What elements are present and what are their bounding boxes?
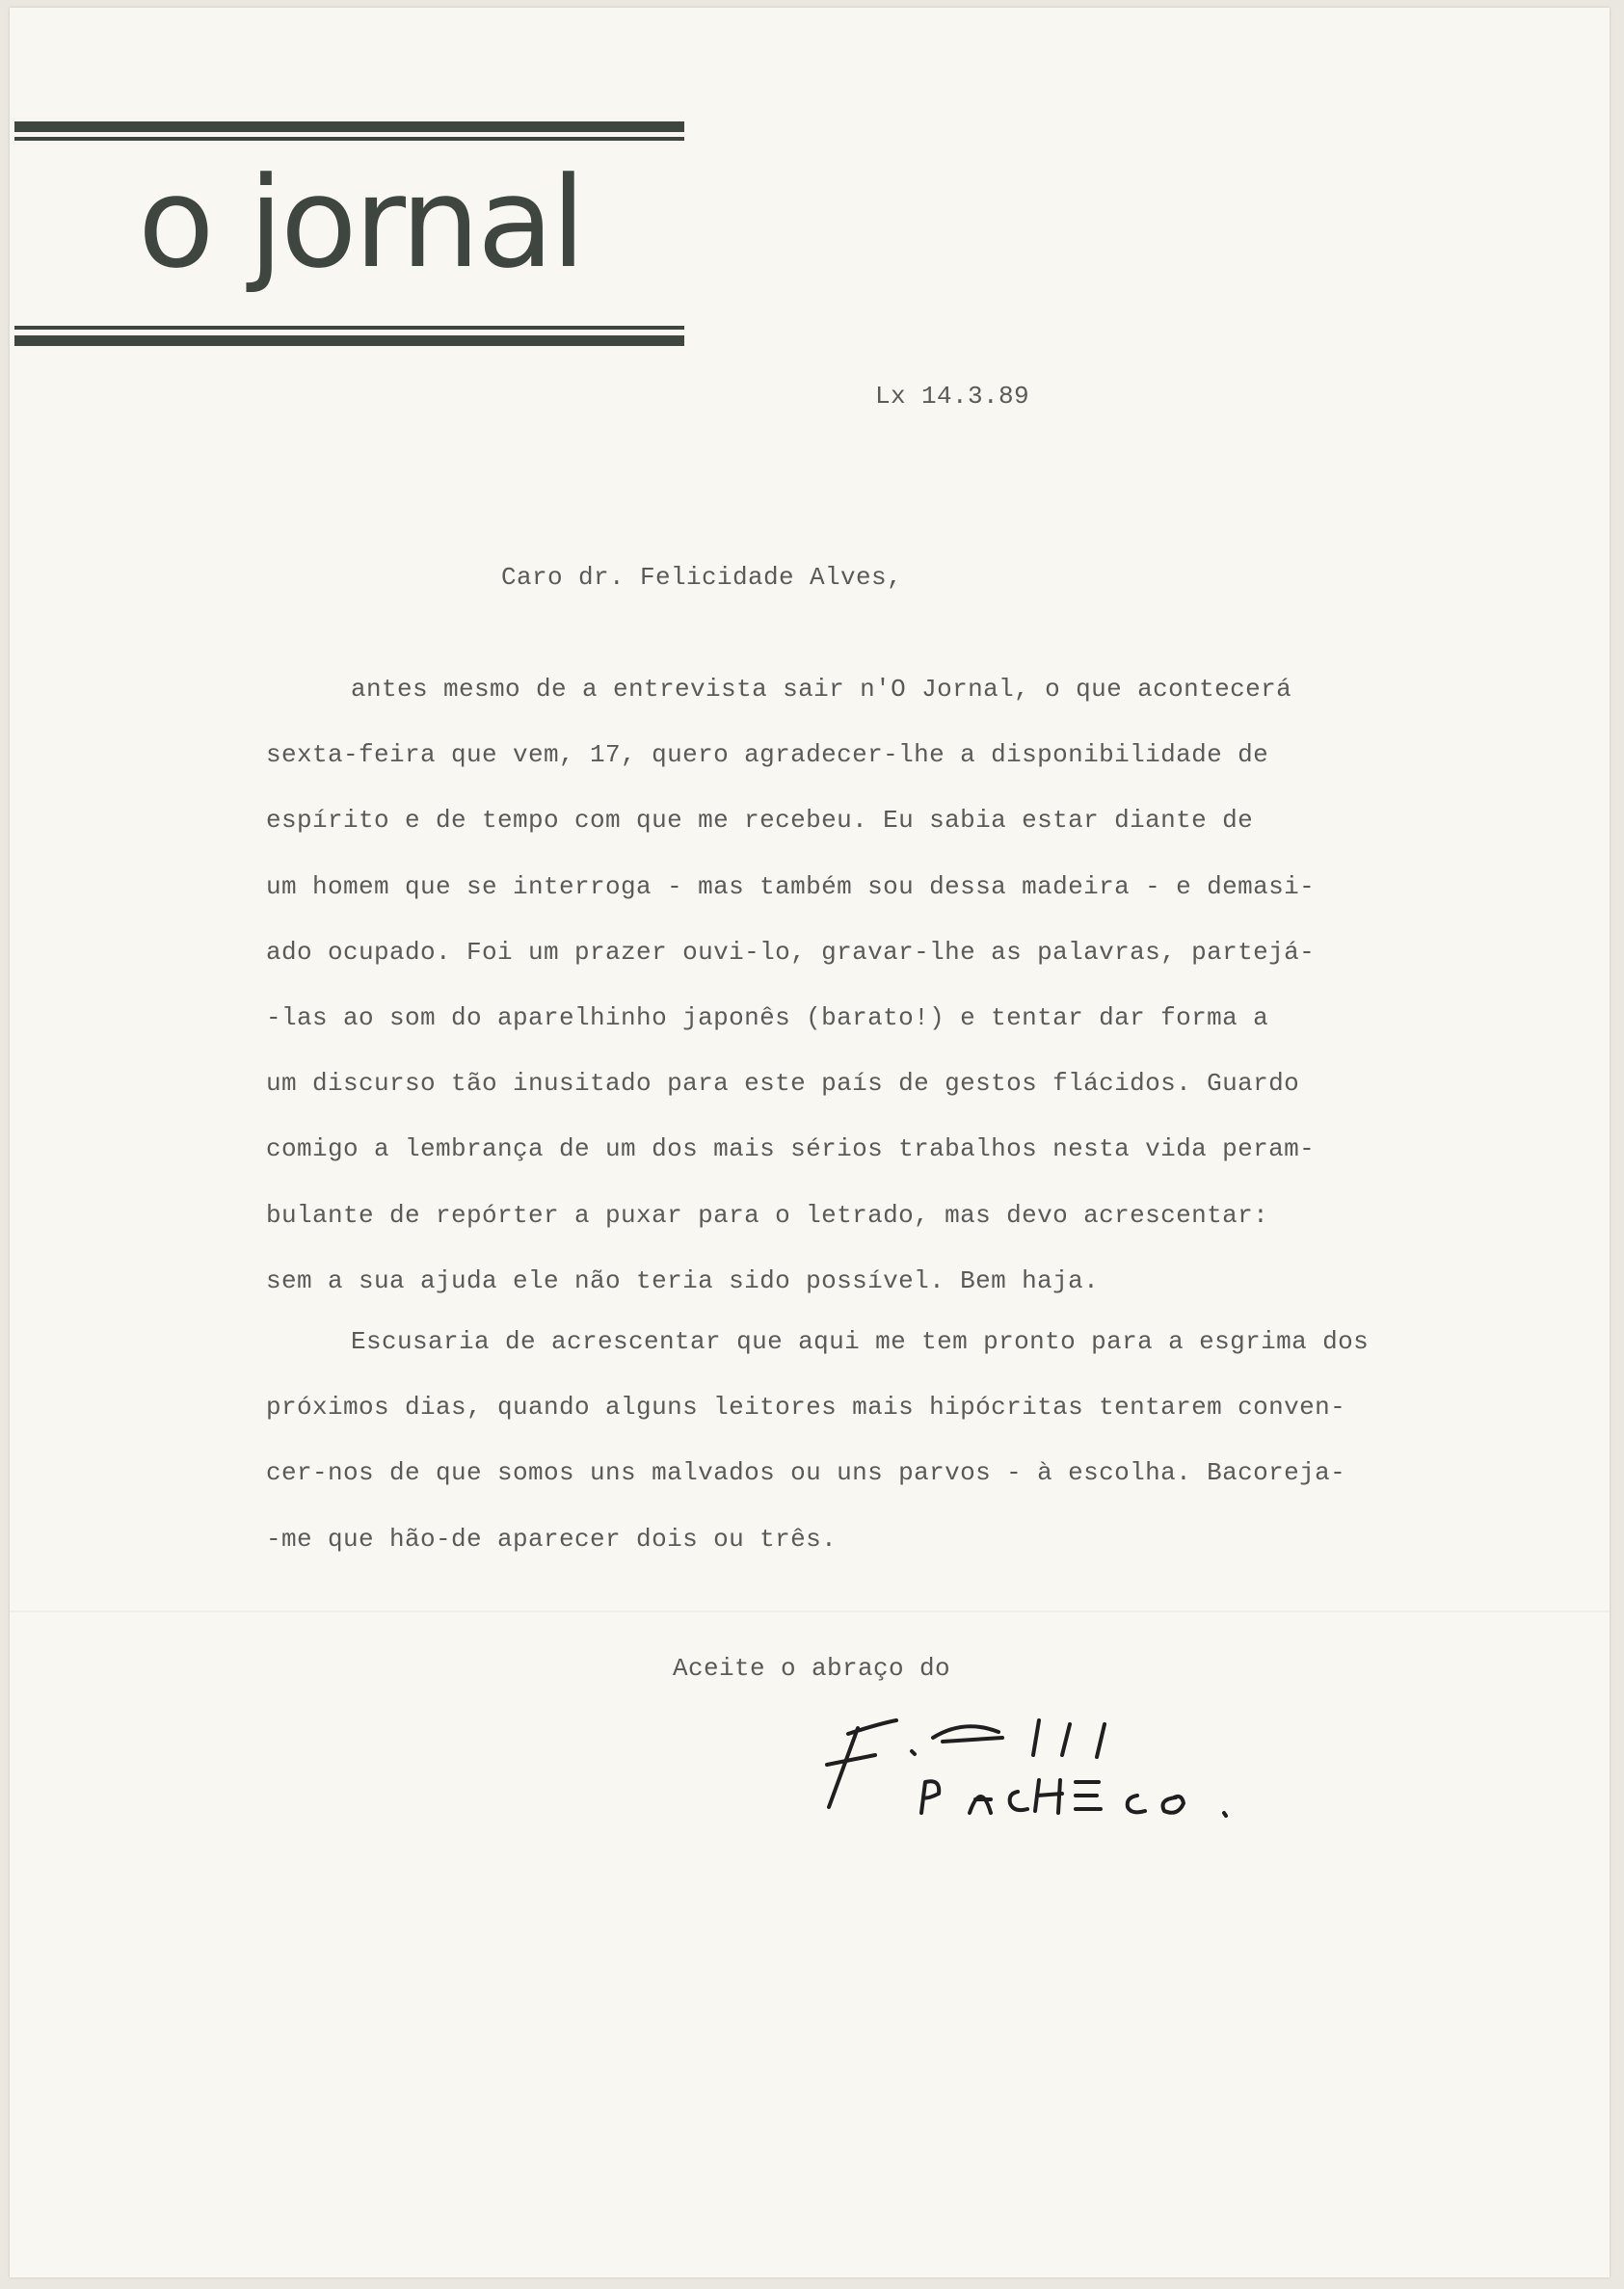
body-line: -me que hão-de aparecer dois ou três. [266,1524,838,1554]
body-line: -las ao som do aparelhinho japonês (barato!) e tentar dar forma a [266,1002,1269,1032]
body-line: comigo a lembrança de um dos mais sérios trabalhos nesta vida peram- [266,1134,1316,1164]
body-line: sexta-feira que vem, 17, quero agradecer-lhe a disponibilidade de [266,740,1269,770]
fold-line [10,1610,1610,1612]
letterhead-rule-bottom [14,335,684,346]
body-line: cer-nos de que somos uns malvados ou uns parvos - à escolha. Bacoreja- [266,1458,1346,1488]
letterhead [14,121,684,345]
body-line: um homem que se interroga - mas também sou dessa madeira - e demasi- [266,871,1316,901]
salutation: Caro dr. Felicidade Alves, [501,563,903,592]
letterhead-title: o jornal [138,149,583,296]
body-line: bulante de repórter a puxar para o letrado, mas devo acrescentar: [266,1200,1269,1230]
letterhead-rule-bottom-thin [14,326,684,330]
letter-page [10,8,1610,2277]
closing-line: Aceite o abraço do [673,1654,951,1683]
handwritten-signature [819,1699,1388,1834]
body-paragraph-2 [266,1325,1471,1588]
body-line: antes mesmo de a entrevista sair n'O Jornal, o que acontecerá [351,675,1292,704]
letterhead-rule-top-thin [14,137,684,141]
body-line: espírito e de tempo com que me recebeu. Eu sabia estar diante de [266,806,1254,836]
body-line: Escusaria de acrescentar que aqui me tem pronto para a esgrima dos [351,1327,1370,1356]
letterhead-rule-top [14,121,684,132]
body-line: um discurso tão inusitado para este país de gestos flácidos. Guardo [266,1069,1300,1099]
body-line: ado ocupado. Foi um prazer ouvi-lo, gravar-lhe as palavras, partejá- [266,937,1316,967]
body-line: sem a sua ajuda ele não teria sido possível. Bem haja. [266,1265,1100,1295]
letter-date: Lx 14.3.89 [875,382,1030,411]
body-paragraph-1 [266,673,1471,1330]
body-line: próximos dias, quando alguns leitores mais hipócritas tentarem conven- [266,1393,1346,1423]
